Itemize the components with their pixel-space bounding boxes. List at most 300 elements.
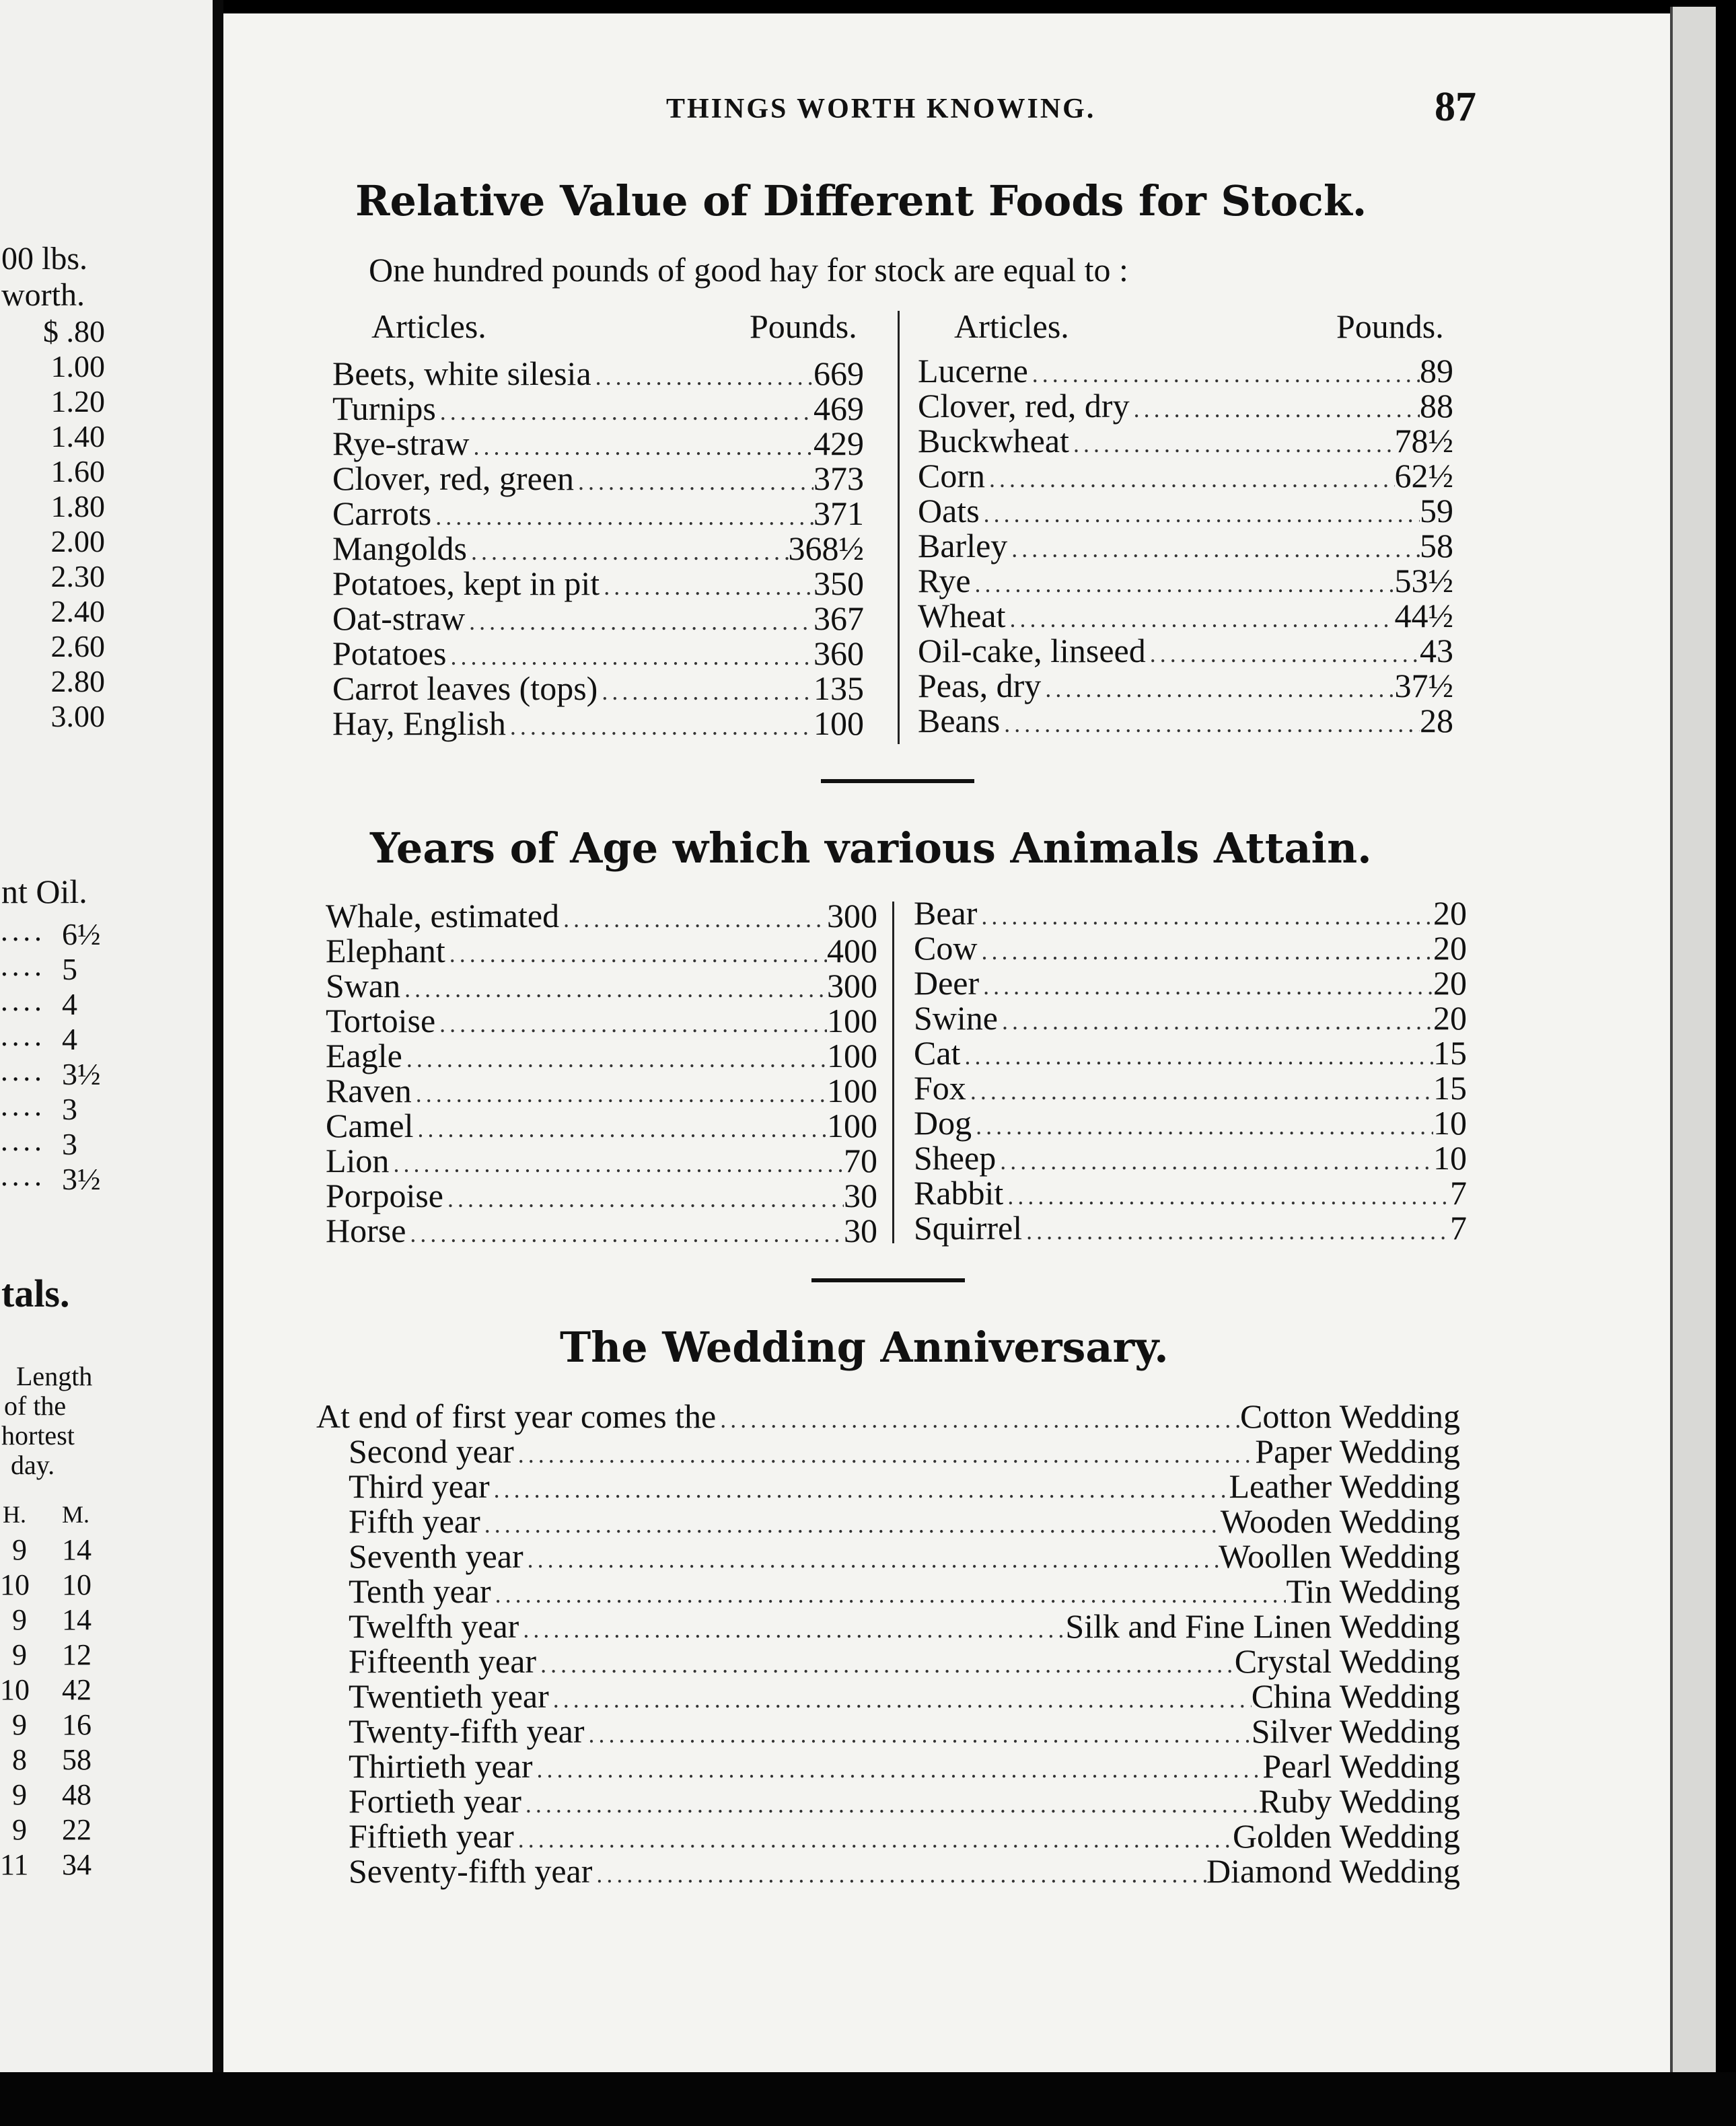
ages-left-table	[326, 896, 877, 1249]
dot-leader	[1000, 710, 1420, 738]
animal-row	[914, 963, 1467, 1002]
left-price: 2.30	[50, 559, 105, 593]
animal-row-value: 300	[827, 897, 877, 934]
left-fragment-1: 00 lbs.	[1, 241, 88, 277]
dot-leader	[996, 1147, 1433, 1175]
animal-row-label: Lion	[326, 1142, 390, 1179]
animal-row-label: Horse	[326, 1212, 406, 1249]
left-page	[0, 0, 213, 2072]
dot-leader: ....	[0, 986, 45, 1017]
food-row	[918, 456, 1453, 494]
anniversary-row	[316, 1817, 1460, 1855]
dot-leader	[985, 465, 1395, 493]
left-hours: 9	[12, 1778, 27, 1811]
anniversary-row-value: Cotton Wedding	[1239, 1397, 1460, 1435]
anniversary-row	[316, 1502, 1460, 1540]
animal-row	[326, 931, 877, 969]
left-oil-value: 3	[62, 1127, 77, 1161]
section-divider-2	[811, 1278, 965, 1282]
dot-leader	[514, 1440, 1256, 1469]
anniversary-row-label: Fifth year	[349, 1502, 480, 1540]
left-price: 1.20	[50, 384, 105, 418]
page-edge	[1670, 7, 1716, 2072]
anniversary-row-value: Silk and Fine Linen Wedding	[1065, 1607, 1460, 1645]
food-row-label: Carrots	[332, 494, 432, 532]
anniversary-row-value: Tin Wedding	[1286, 1572, 1460, 1610]
anniversary-row-value: Leather Wedding	[1229, 1467, 1460, 1505]
animal-row	[914, 1208, 1467, 1247]
animal-row-label: Camel	[326, 1107, 414, 1144]
dot-leader: ....	[0, 1091, 45, 1122]
animal-row-label: Porpoise	[326, 1177, 443, 1214]
dot-leader: ....	[0, 1126, 45, 1157]
food-row	[918, 701, 1453, 739]
dot-leader	[979, 972, 1433, 1000]
left-price: 3.00	[50, 699, 105, 733]
anniversary-row-label: Tenth year	[349, 1572, 491, 1610]
animal-row-value: 20	[1433, 929, 1467, 967]
dot-leader	[972, 1112, 1433, 1140]
left-minutes: 58	[62, 1743, 92, 1776]
food-row	[332, 634, 864, 672]
left-minutes: 42	[62, 1673, 92, 1706]
food-row-value: 469	[813, 390, 864, 427]
food-row-label: Beets, white silesia	[332, 355, 591, 392]
left-oil-value: 3	[62, 1092, 77, 1126]
food-row	[918, 491, 1453, 529]
foods-subtitle: One hundred pounds of good hay for stock are equal to :	[369, 251, 1128, 289]
left-oil-value: 4	[62, 987, 77, 1021]
animal-row-value: 20	[1433, 999, 1467, 1037]
animal-row	[914, 893, 1467, 932]
left-oil-value: 5	[62, 952, 77, 986]
foods-column-rule	[898, 311, 900, 744]
dot-leader	[406, 1220, 844, 1248]
running-head: THINGS WORTH KNOWING.	[666, 94, 1096, 124]
animal-row	[914, 1138, 1467, 1177]
dot-leader	[436, 398, 813, 426]
wedding-table	[316, 1397, 1460, 1890]
food-row-label: Potatoes	[332, 634, 447, 672]
animal-row-label: Deer	[914, 964, 980, 1002]
animal-row	[326, 1176, 877, 1214]
dot-leader	[598, 677, 813, 706]
food-row	[918, 421, 1453, 460]
foods-title: Relative Value of Different Foods for Stock.	[355, 176, 1367, 225]
left-hours: 9	[12, 1708, 27, 1741]
animal-row-value: 300	[827, 967, 877, 1004]
anniversary-row-value: China Wedding	[1251, 1677, 1460, 1715]
animal-row-value: 20	[1433, 894, 1467, 932]
animal-row-label: Sheep	[914, 1139, 997, 1177]
food-row-label: Rye-straw	[332, 425, 470, 462]
animal-row-value: 70	[844, 1142, 877, 1179]
left-hours: 9	[12, 1813, 27, 1846]
food-row-label: Rye	[918, 562, 971, 599]
left-hm-m: M.	[62, 1501, 90, 1528]
animal-row-label: Swine	[914, 999, 998, 1037]
left-length-1: Length	[16, 1361, 93, 1391]
dot-leader	[431, 503, 813, 531]
food-row	[332, 494, 864, 532]
food-row-value: 37½	[1394, 667, 1453, 704]
left-minutes: 48	[62, 1778, 92, 1811]
animal-row-value: 7	[1450, 1174, 1467, 1212]
anniversary-row-value: Golden Wedding	[1232, 1817, 1460, 1855]
food-row-label: Turnips	[332, 390, 436, 427]
dot-leader	[536, 1650, 1235, 1679]
dot-leader	[1007, 535, 1420, 563]
animal-row-label: Elephant	[326, 932, 445, 969]
left-price: 2.00	[50, 524, 105, 558]
animal-row-value: 15	[1433, 1069, 1467, 1107]
food-row	[332, 564, 864, 602]
anniversary-row-label: Third year	[349, 1467, 490, 1505]
food-row-label: Wheat	[918, 597, 1006, 634]
food-row-label: Clover, red, dry	[918, 387, 1130, 425]
left-hours: 9	[12, 1533, 27, 1566]
dot-leader	[1022, 1217, 1450, 1245]
animal-row-label: Cow	[914, 929, 978, 967]
left-minutes: 14	[62, 1603, 92, 1636]
animal-row-label: Raven	[326, 1072, 412, 1109]
dot-leader	[435, 1010, 827, 1038]
food-row-value: 371	[813, 494, 864, 532]
dot-leader	[402, 1045, 827, 1073]
food-row	[918, 351, 1453, 390]
dot-leader	[1041, 675, 1394, 703]
food-row	[918, 386, 1453, 425]
animal-row-label: Cat	[914, 1034, 961, 1072]
food-row-value: 89	[1420, 352, 1453, 390]
left-price: 1.40	[50, 419, 105, 453]
anniversary-row-label: Seventy-fifth year	[349, 1852, 593, 1890]
food-row-label: Oat-straw	[332, 599, 466, 637]
animal-row-label: Bear	[914, 894, 978, 932]
ages-title: Years of Age which various Animals Attain.	[370, 823, 1372, 873]
animal-row	[914, 1103, 1467, 1142]
dot-leader	[521, 1790, 1259, 1819]
food-row-value: 43	[1420, 632, 1453, 669]
food-row-value: 360	[813, 634, 864, 672]
anniversary-row-value: Ruby Wedding	[1258, 1782, 1460, 1820]
dot-leader	[467, 538, 789, 566]
anniversary-row	[316, 1432, 1460, 1470]
food-row-label: Beans	[918, 702, 1001, 739]
anniversary-row-value: Silver Wedding	[1251, 1712, 1460, 1750]
dot-leader	[470, 433, 814, 461]
anniversary-row-label: Twentieth year	[349, 1677, 549, 1715]
animal-row-value: 100	[827, 1072, 877, 1109]
anniversary-row	[316, 1852, 1460, 1890]
dot-leader	[971, 570, 1395, 598]
anniversary-row-label: Fifteenth year	[349, 1642, 537, 1680]
dot-leader	[412, 1080, 827, 1108]
dot-leader	[585, 1720, 1252, 1749]
anniversary-row-label: Thirtieth year	[349, 1747, 533, 1785]
animal-row	[326, 1036, 877, 1074]
book-gutter	[213, 0, 223, 2072]
animal-row	[914, 998, 1467, 1037]
animal-row-value: 100	[827, 1002, 877, 1039]
dot-leader	[490, 1475, 1229, 1504]
animal-row-label: Tortoise	[326, 1002, 436, 1039]
dot-leader	[1028, 360, 1420, 388]
left-hm-h: H.	[3, 1501, 26, 1528]
dot-leader	[506, 712, 813, 741]
food-row-label: Buckwheat	[918, 422, 1069, 460]
left-price: 2.80	[50, 664, 105, 698]
dot-leader	[514, 1825, 1233, 1854]
animal-row	[326, 966, 877, 1004]
dot-leader	[592, 1860, 1206, 1889]
foods-right-pounds-header: Pounds.	[1336, 307, 1444, 345]
animal-row-label: Squirrel	[914, 1209, 1023, 1247]
anniversary-row-value: Paper Wedding	[1255, 1432, 1460, 1470]
animal-row-value: 7	[1450, 1209, 1467, 1247]
food-row-label: Mangolds	[332, 529, 467, 567]
dot-leader: ....	[0, 951, 45, 982]
anniversary-row-value: Pearl Wedding	[1262, 1747, 1460, 1785]
animal-row-value: 30	[844, 1177, 877, 1214]
dot-leader	[549, 1685, 1252, 1714]
wedding-title: The Wedding Anniversary.	[560, 1323, 1169, 1372]
dot-leader	[1005, 605, 1394, 633]
dot-leader	[400, 975, 827, 1003]
left-oil-value: 6½	[62, 917, 101, 951]
animal-row-label: Whale, estimated	[326, 897, 560, 934]
animal-row-value: 30	[844, 1212, 877, 1249]
anniversary-row-label: Twelfth year	[349, 1607, 519, 1645]
dot-leader	[480, 1510, 1221, 1539]
dot-leader	[600, 573, 813, 601]
food-row-label: Potatoes, kept in pit	[332, 564, 600, 602]
food-row-value: 373	[813, 460, 864, 497]
dot-leader	[591, 363, 813, 391]
dot-leader	[716, 1405, 1240, 1434]
dot-leader	[1069, 430, 1395, 458]
anniversary-row-label: Second year	[349, 1432, 514, 1470]
left-price: 2.40	[50, 594, 105, 628]
dot-leader: ....	[0, 1161, 45, 1192]
food-row-value: 59	[1420, 492, 1453, 529]
left-minutes: 22	[62, 1813, 92, 1846]
animal-row-value: 20	[1433, 964, 1467, 1002]
left-hours: 9	[12, 1603, 27, 1636]
ages-column-rule	[892, 902, 894, 1243]
animal-row-label: Eagle	[326, 1037, 402, 1074]
food-row	[332, 424, 864, 462]
dot-leader	[389, 1150, 844, 1178]
animal-row-value: 400	[827, 932, 877, 969]
anniversary-row	[316, 1607, 1460, 1645]
left-hours: 10	[0, 1673, 30, 1706]
left-length-4: day.	[11, 1450, 55, 1480]
food-row-value: 58	[1420, 527, 1453, 564]
animal-row	[326, 1071, 877, 1109]
food-row-value: 78½	[1394, 422, 1453, 460]
dot-leader	[998, 1007, 1433, 1035]
food-row-label: Corn	[918, 457, 985, 494]
food-row-value: 367	[813, 599, 864, 637]
food-row	[332, 529, 864, 567]
animal-row	[326, 896, 877, 934]
food-row-label: Peas, dry	[918, 667, 1042, 704]
dot-leader	[977, 937, 1433, 965]
food-row-value: 368½	[788, 529, 864, 567]
anniversary-row-label: Fiftieth year	[349, 1817, 514, 1855]
foods-right-table	[918, 351, 1453, 739]
animal-row-value: 10	[1433, 1139, 1467, 1177]
food-row	[332, 389, 864, 427]
food-row	[332, 599, 864, 637]
anniversary-row-value: Wooden Wedding	[1220, 1502, 1460, 1540]
food-row-value: 28	[1420, 702, 1453, 739]
dot-leader	[519, 1615, 1065, 1644]
food-row-value: 135	[813, 669, 864, 707]
left-tals-heading: tals.	[1, 1272, 70, 1315]
anniversary-row-label: At end of first year comes the	[316, 1397, 717, 1435]
left-price: $ .80	[43, 314, 105, 349]
left-oil-value: 3½	[62, 1162, 101, 1196]
animal-row	[914, 1173, 1467, 1212]
dot-leader	[445, 940, 827, 968]
foods-left-articles-header: Articles.	[371, 307, 486, 345]
animal-row	[914, 1068, 1467, 1107]
food-row	[332, 354, 864, 392]
left-price: 2.60	[50, 629, 105, 663]
food-row-label: Oil-cake, linseed	[918, 632, 1146, 669]
dot-leader	[533, 1755, 1263, 1784]
foods-left-pounds-header: Pounds.	[750, 307, 857, 345]
food-row	[332, 704, 864, 742]
anniversary-row-value: Diamond Wedding	[1206, 1852, 1460, 1890]
food-row-label: Hay, English	[332, 704, 506, 742]
left-oil-value: 4	[62, 1022, 77, 1056]
anniversary-row	[316, 1467, 1460, 1505]
animal-row-value: 100	[827, 1107, 877, 1144]
dot-leader	[1003, 1182, 1450, 1210]
animal-row	[326, 1001, 877, 1039]
left-hours: 11	[0, 1848, 29, 1881]
dot-leader	[443, 1185, 844, 1213]
dot-leader	[465, 608, 813, 636]
food-row	[918, 561, 1453, 599]
animal-row-label: Dog	[914, 1104, 972, 1142]
left-fragment-2: worth.	[1, 277, 85, 313]
dot-leader	[977, 902, 1433, 930]
food-row-label: Barley	[918, 527, 1008, 564]
animal-row	[326, 1141, 877, 1179]
animal-row	[914, 1033, 1467, 1072]
dot-leader	[966, 1077, 1433, 1105]
dot-leader	[960, 1042, 1433, 1070]
food-row-value: 44½	[1394, 597, 1453, 634]
animal-row-label: Swan	[326, 967, 401, 1004]
food-row-label: Oats	[918, 492, 980, 529]
left-hours: 9	[12, 1638, 27, 1671]
food-row-value: 100	[813, 704, 864, 742]
animal-row-value: 15	[1433, 1034, 1467, 1072]
foods-right-articles-header: Articles.	[954, 307, 1069, 345]
anniversary-row-value: Crystal Wedding	[1234, 1642, 1460, 1680]
left-minutes: 16	[62, 1708, 92, 1741]
scan-border	[0, 2072, 1736, 2126]
left-oil-heading: nt Oil.	[1, 873, 87, 910]
dot-leader	[574, 468, 813, 496]
anniversary-row-label: Twenty-fifth year	[349, 1712, 585, 1750]
left-hours: 10	[0, 1568, 30, 1601]
anniversary-row	[316, 1397, 1460, 1435]
left-minutes: 34	[62, 1848, 92, 1881]
food-row-value: 62½	[1394, 457, 1453, 494]
food-row-label: Carrot leaves (tops)	[332, 669, 598, 707]
dot-leader: ....	[0, 1021, 45, 1052]
left-length-2: of the	[4, 1391, 67, 1421]
anniversary-row	[316, 1677, 1460, 1715]
left-length-3: hortest	[1, 1420, 75, 1451]
left-minutes: 14	[62, 1533, 92, 1566]
left-price: 1.00	[50, 349, 105, 383]
anniversary-row	[316, 1572, 1460, 1610]
animal-row	[326, 1106, 877, 1144]
ages-right-table	[914, 893, 1467, 1247]
dot-leader: ....	[0, 916, 45, 947]
dot-leader	[980, 500, 1420, 528]
anniversary-row	[316, 1642, 1460, 1680]
dot-leader	[446, 643, 813, 671]
animal-row-label: Fox	[914, 1069, 966, 1107]
food-row-label: Lucerne	[918, 352, 1028, 390]
anniversary-row	[316, 1747, 1460, 1785]
animal-row-label: Rabbit	[914, 1174, 1004, 1212]
food-row-value: 669	[813, 355, 864, 392]
food-row	[918, 526, 1453, 564]
left-price: 1.60	[50, 454, 105, 488]
anniversary-row-label: Seventh year	[349, 1537, 523, 1575]
section-divider-1	[821, 779, 974, 783]
dot-leader	[523, 1545, 1219, 1574]
food-row	[332, 669, 864, 707]
anniversary-row-label: Fortieth year	[349, 1782, 521, 1820]
food-row	[332, 459, 864, 497]
food-row-label: Clover, red, green	[332, 460, 574, 497]
left-minutes: 10	[62, 1568, 92, 1601]
page-number: 87	[1435, 84, 1476, 130]
animal-row	[326, 1211, 877, 1249]
food-row	[918, 666, 1453, 704]
left-hours: 8	[12, 1743, 27, 1776]
food-row-value: 350	[813, 564, 864, 602]
dot-leader	[414, 1115, 827, 1143]
food-row-value: 429	[813, 425, 864, 462]
food-row	[918, 631, 1453, 669]
animal-row-value: 10	[1433, 1104, 1467, 1142]
animal-row-value: 100	[827, 1037, 877, 1074]
anniversary-row	[316, 1782, 1460, 1820]
anniversary-row	[316, 1712, 1460, 1750]
animal-row	[914, 928, 1467, 967]
anniversary-row	[316, 1537, 1460, 1575]
dot-leader: ....	[0, 1056, 45, 1087]
left-oil-value: 3½	[62, 1057, 101, 1091]
dot-leader	[491, 1580, 1287, 1609]
dot-leader	[559, 905, 827, 933]
left-minutes: 12	[62, 1638, 92, 1671]
food-row-value: 53½	[1394, 562, 1453, 599]
food-row-value: 88	[1420, 387, 1453, 425]
dot-leader	[1146, 640, 1420, 668]
